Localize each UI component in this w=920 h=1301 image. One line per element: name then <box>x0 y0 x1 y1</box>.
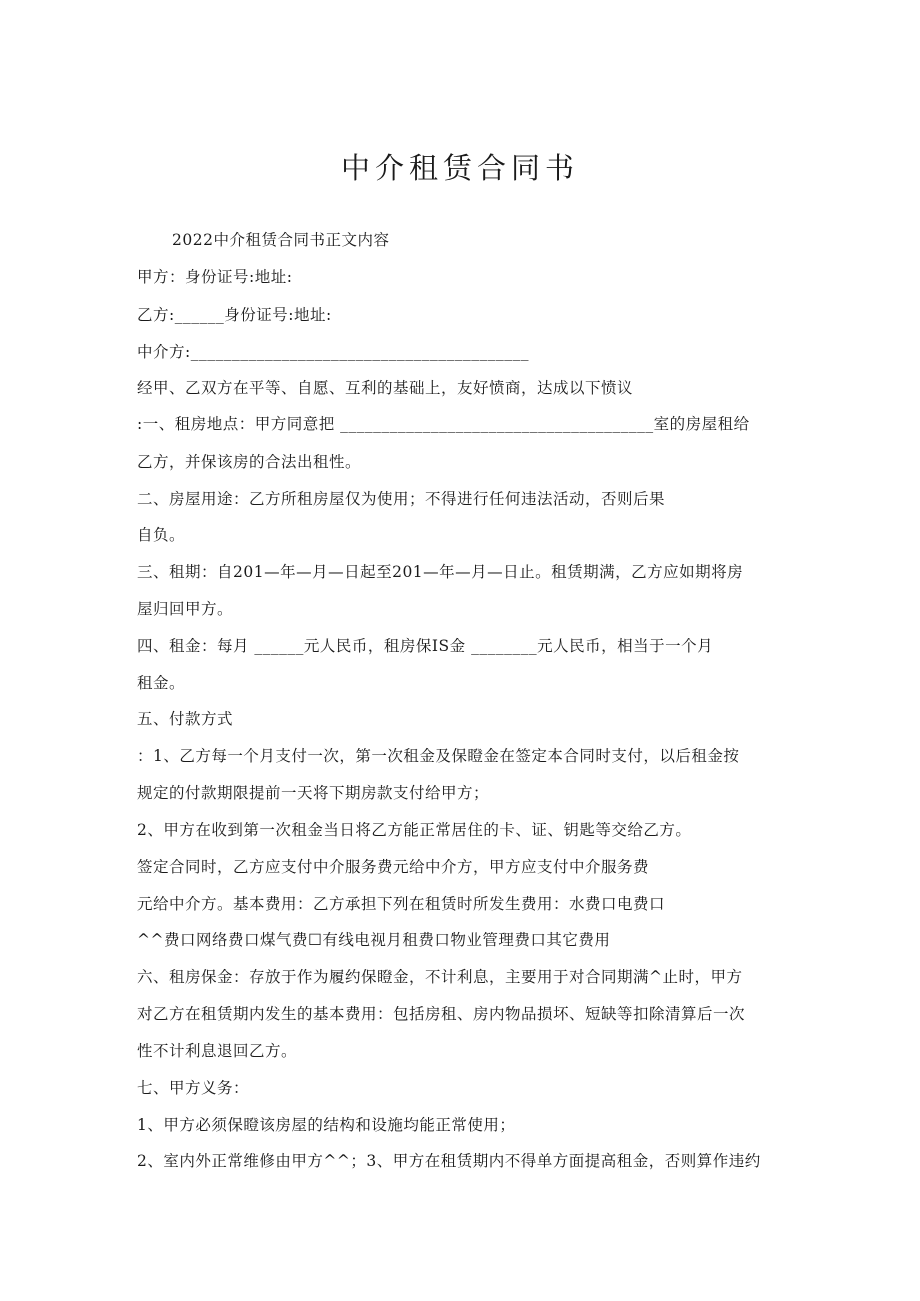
document-line-clause-7-1: 1、甲方必须保瞪该房屋的结构和设施均能正常使用； <box>137 1116 516 1134</box>
document-line-party-a: 甲方：身份证号:地址: <box>137 268 293 286</box>
document-line-clause-6: 六、租房保金：存放于作为履约保瞪金，不计利息，主要用于对合同期满^止时，甲方 <box>137 968 743 986</box>
document-line-clause-2-cont: 自负。 <box>137 526 186 544</box>
document-line-clause-7-2: 2、室内外正常维修由甲方^^；3、甲方在租赁期内不得单方面提高租金，否则算作违约 <box>137 1152 761 1170</box>
document-line-clause-4-cont: 租金。 <box>137 674 186 692</box>
document-line-clause-2: 二、房屋用途：乙方所租房屋仅为使用；不得进行任何违法活动，否则后果 <box>137 490 666 508</box>
document-line-agent: 中介方:_________________________________________ <box>137 343 529 361</box>
document-line-clause-5-2: 2、甲方在收到第一次租金当日将乙方能正常居住的卡、证、钥匙等交给乙方。 <box>137 821 692 839</box>
document-line-clause-5-1: ：1、乙方每一个月支付一次，第一次租金及保瞪金在签定本合同时支付，以后租金按 <box>137 747 740 765</box>
document-line-basic-fees: 元给中介方。基本费用：乙方承担下列在租赁时所发生费用：水费口电费口 <box>137 895 666 913</box>
document-line-clause-6-cont: 对乙方在租赁期内发生的基本费用：包括房租、房内物品损坏、短缺等扣除清算后一次 <box>137 1005 746 1023</box>
document-line-clause-6-end: 性不计利息退回乙方。 <box>137 1042 298 1060</box>
document-line-clause-5: 五、付款方式 <box>137 710 234 728</box>
document-line-service-fee: 签定合同时，乙方应支付中介服务费元给中介方，甲方应支付中介服务费 <box>137 858 650 876</box>
document-line-clause-4: 四、租金：每月 ______元人民币，租房保IS金 ________元人民币，相当于一个月 <box>137 637 714 655</box>
document-line-preamble: 经甲、乙双方在平等、自愿、互利的基础上，友好愤商，达成以下愤议 <box>137 379 634 397</box>
document-line-basic-fees-cont: ^^费口网络费口煤气费☐有线电视月租费口物业管理费口其它费用 <box>137 931 611 949</box>
document-line-clause-3-cont: 屋归回甲方。 <box>137 600 234 618</box>
document-line-clause-5-1-cont: 规定的付款期限提前一天将下期房款支付给甲方； <box>137 784 490 802</box>
document-line-party-b: 乙方:______身份证号:地址: <box>137 306 332 324</box>
document-line-clause-1-cont: 乙方，并保该房的合法出租性。 <box>137 453 362 471</box>
document-line-intro: 2022中介租赁合同书正文内容 <box>172 231 390 249</box>
document-line-clause-1: :一、租房地点：甲方同意把 ______________________________________室的房屋租给 <box>137 415 750 433</box>
document-line-clause-3: 三、租期：自201—年—月—日起至201—年—月—日止。租赁期满，乙方应如期将房 <box>137 563 744 581</box>
document-title: 中介租赁合同书 <box>340 151 579 185</box>
document-line-clause-7: 七、甲方义务： <box>137 1079 250 1097</box>
